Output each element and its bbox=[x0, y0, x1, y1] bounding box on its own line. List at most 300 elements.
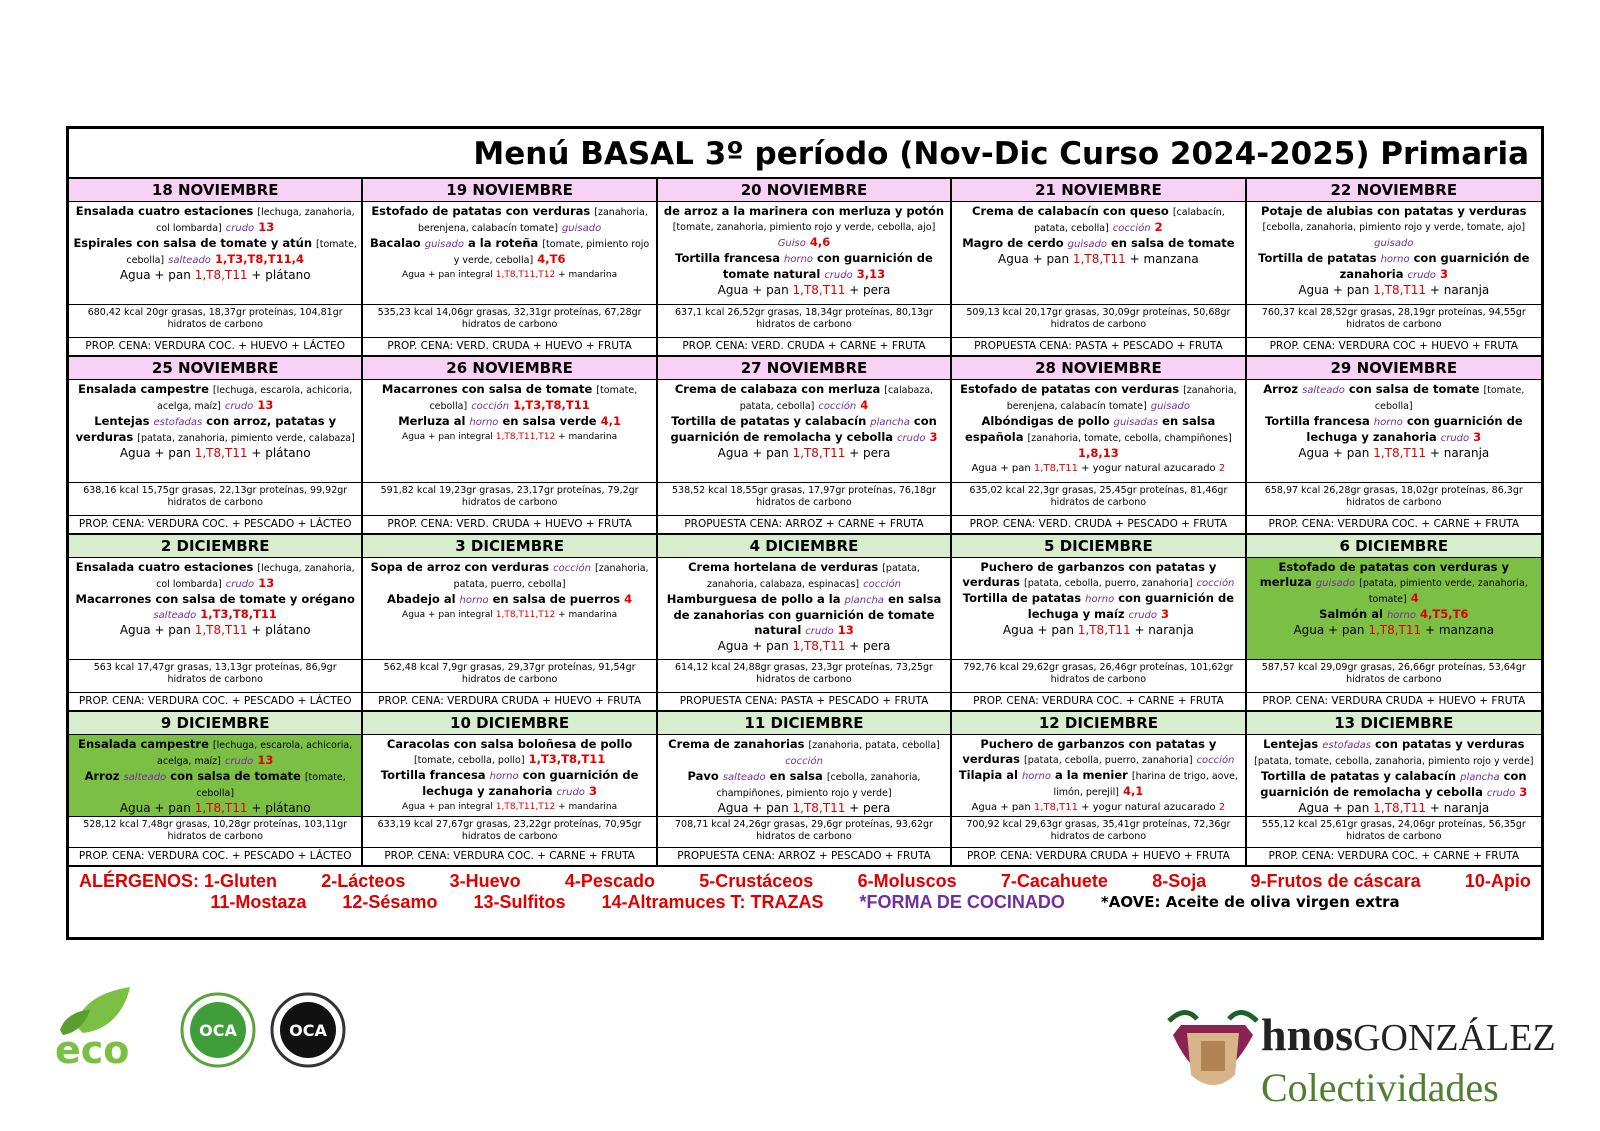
ingredients: [lechuga, escarola, achicoria, acelga, maíz] bbox=[157, 740, 353, 767]
side-dessert: + naranja bbox=[1429, 283, 1490, 297]
cooking-method: crudo bbox=[824, 270, 853, 281]
dish-name: con guarnición de tomate natural bbox=[722, 251, 933, 281]
allergen-item: 12-Sésamo bbox=[342, 892, 438, 912]
cooking-method: horno bbox=[489, 771, 519, 782]
day-date: 28 NOVIEMBRE bbox=[952, 357, 1244, 380]
dish-name: Ensalada cuatro estaciones bbox=[75, 560, 254, 574]
day-menu bbox=[1247, 202, 1541, 305]
side-base: Agua + pan bbox=[971, 802, 1031, 813]
dish-line bbox=[662, 592, 946, 639]
dish-name: Arroz bbox=[84, 769, 120, 783]
dish-line bbox=[662, 560, 946, 592]
side-allergens: 1,T8,T11 bbox=[1033, 802, 1078, 813]
cooking-method: guisado bbox=[1150, 401, 1191, 412]
dish-line bbox=[1251, 607, 1537, 623]
dinner-proposal: PROP. CENA: VERDURA CRUDA + HUEVO + FRUTA bbox=[378, 695, 642, 707]
cooking-method: estofadas bbox=[153, 417, 203, 428]
side-line bbox=[367, 608, 651, 623]
cooking-method: plancha bbox=[1460, 772, 1500, 783]
allergens: 1,8,13 bbox=[1078, 446, 1119, 460]
day-date: 25 NOVIEMBRE bbox=[69, 357, 361, 380]
dish-name: de arroz a la marinera con merluza y potón bbox=[663, 204, 945, 218]
dish-line bbox=[956, 737, 1240, 768]
side-allergens: 1,T8,T11 bbox=[1072, 252, 1126, 266]
day-cell bbox=[952, 179, 1246, 357]
side-base: Agua + pan integral bbox=[402, 270, 493, 280]
dish-name: Tortilla francesa bbox=[675, 251, 780, 265]
allergen-legend bbox=[69, 867, 1541, 917]
day-cell bbox=[69, 712, 363, 867]
side-line bbox=[73, 268, 357, 283]
dish-name: Tortilla de patatas y calabacín bbox=[1260, 769, 1457, 783]
side-line bbox=[73, 623, 357, 638]
dish-name: Espirales con salsa de tomate y atún bbox=[73, 236, 313, 250]
cooking-method: cocción bbox=[1196, 578, 1235, 589]
side-dessert: + plátano bbox=[251, 268, 311, 282]
cooking-method: cocción bbox=[863, 579, 901, 590]
nutrition-info: 792,76 kcal 29,62gr grasas, 26,46gr proteínas, 101,62gr hidratos de carbono bbox=[952, 660, 1244, 693]
dish-line bbox=[1251, 251, 1537, 283]
dinner-proposal: PROP. CENA: VERDURA COC. + HUEVO + LÁCTEO bbox=[85, 340, 346, 352]
dish-line bbox=[367, 236, 651, 268]
dish-line bbox=[662, 737, 946, 769]
side-base: Agua + pan bbox=[717, 446, 789, 460]
allergens: 4 bbox=[860, 398, 869, 412]
day-menu bbox=[658, 202, 950, 305]
day-menu bbox=[952, 202, 1244, 305]
dinner-proposal: PROPUESTA CENA: ARROZ + PESCADO + FRUTA bbox=[677, 850, 931, 862]
legend-line-2 bbox=[79, 892, 1531, 913]
allergens: 3 bbox=[1161, 607, 1170, 621]
dish-name: Lentejas bbox=[94, 414, 150, 428]
ingredients: [zanahoria, tomate, cebolla, champiñones] bbox=[1027, 433, 1232, 444]
side-dessert: + mandarina bbox=[558, 610, 618, 620]
ingredients: [tomate, cebolla] bbox=[429, 385, 638, 412]
day-cell bbox=[952, 357, 1246, 535]
dish-name: Salmón al bbox=[1319, 607, 1383, 621]
side-line bbox=[662, 283, 946, 298]
weeks-container bbox=[69, 179, 1541, 867]
dish-name: en salsa de puerros bbox=[492, 592, 621, 606]
cooking-method: crudo bbox=[1486, 788, 1516, 799]
dinner-proposal: PROP. CENA: VERDURA COC + HUEVO + FRUTA bbox=[1269, 340, 1518, 352]
side-line bbox=[662, 639, 946, 654]
dish-line bbox=[1251, 414, 1537, 446]
side-base: Agua + pan bbox=[1298, 801, 1370, 815]
side-dessert: + pera bbox=[849, 639, 891, 653]
day-menu bbox=[1247, 558, 1541, 660]
ingredients: [zanahoria, patata, puerro, cebolla] bbox=[453, 563, 649, 590]
dish-line bbox=[73, 737, 357, 769]
day-date: 5 DICIEMBRE bbox=[952, 535, 1244, 558]
aove-note: *AOVE: Aceite de oliva virgen extra bbox=[1100, 893, 1400, 911]
ingredients: [lechuga, zanahoria, col lombarda] bbox=[156, 207, 355, 234]
day-cell bbox=[658, 535, 952, 712]
dish-name: en salsa verde bbox=[502, 414, 597, 428]
day-menu bbox=[363, 735, 655, 817]
day-cell bbox=[363, 179, 657, 357]
dinner-proposal: PROPUESTA CENA: ARROZ + CARNE + FRUTA bbox=[684, 518, 924, 530]
dish-line bbox=[956, 768, 1240, 800]
nutrition-info: 658,97 kcal 26,28gr grasas, 18,02gr proteínas, 86,3gr hidratos de carbono bbox=[1247, 483, 1541, 516]
day-cell bbox=[1247, 535, 1541, 712]
day-cell bbox=[69, 179, 363, 357]
dish-name: Estofado de patatas con verduras bbox=[960, 382, 1180, 396]
day-cell bbox=[658, 712, 952, 867]
dish-line bbox=[367, 592, 651, 608]
dinner-proposal: PROPUESTA CENA: PASTA + PESCADO + FRUTA bbox=[679, 695, 929, 707]
dinner-proposal: PROP. CENA: VERDURA COC. + CARNE + FRUTA bbox=[1268, 850, 1520, 862]
cooking-method: plancha bbox=[870, 417, 910, 428]
day-menu bbox=[952, 558, 1244, 660]
ingredients: [zanahoria, patata, cebolla] bbox=[808, 740, 940, 751]
allergen-item: 3-Huevo bbox=[449, 871, 521, 891]
cooking-method: crudo bbox=[225, 223, 255, 234]
dinner-proposal: PROP. CENA: VERDURA COC. + CARNE + FRUTA bbox=[1268, 518, 1520, 530]
day-cell bbox=[69, 535, 363, 712]
dish-name: Albóndigas de pollo bbox=[981, 414, 1110, 428]
side-dessert: + manzana bbox=[1424, 623, 1495, 637]
day-menu bbox=[363, 558, 655, 660]
allergens: 13 bbox=[258, 576, 275, 590]
side-line bbox=[662, 801, 946, 816]
dish-line bbox=[73, 382, 357, 414]
dish-name: con salsa de tomate bbox=[170, 769, 301, 783]
dinner-proposal: PROP. CENA: VERD. CRUDA + HUEVO + FRUTA bbox=[387, 340, 632, 352]
day-cell bbox=[952, 535, 1246, 712]
week-row bbox=[69, 712, 1541, 867]
ingredients: [tomate, zanahoria, pimiento rojo y verde, cebolla, ajo] bbox=[672, 222, 936, 233]
side-allergens: 1,T8,T11 bbox=[194, 268, 248, 282]
side-base: Agua + pan bbox=[1002, 623, 1074, 637]
day-date: 26 NOVIEMBRE bbox=[363, 357, 655, 380]
oca-environment-seal-icon bbox=[182, 994, 254, 1066]
side-base: Agua + pan integral bbox=[402, 610, 493, 620]
dish-name: Tortilla de patatas bbox=[1258, 251, 1377, 265]
ingredients: [patata, pimiento verde, zanahoria, tomate] bbox=[1359, 578, 1528, 605]
dish-name: Macarrones con salsa de tomate y orégano bbox=[75, 592, 355, 606]
day-date: 27 NOVIEMBRE bbox=[658, 357, 950, 380]
side-dessert: + plátano bbox=[251, 446, 311, 460]
cooking-method: crudo bbox=[1407, 270, 1436, 281]
cooking-method: horno bbox=[784, 254, 814, 265]
dish-line bbox=[367, 382, 651, 414]
cooking-method: cocción bbox=[1196, 755, 1235, 766]
side-allergens: 1,T8,T11 bbox=[792, 639, 846, 653]
side-base: Agua + pan bbox=[998, 252, 1070, 266]
side-allergens: 1,T8,T11 bbox=[194, 801, 248, 815]
side-base: Agua + pan bbox=[1298, 283, 1370, 297]
ingredients: [zanahoria, berenjena, calabacín tomate] bbox=[417, 207, 648, 234]
cooking-method: salteado bbox=[168, 255, 211, 266]
allergens: 3 bbox=[1439, 267, 1448, 281]
allergens: 3 bbox=[1473, 430, 1482, 444]
nutrition-info: 633,19 kcal 27,67gr grasas, 23,22gr proteínas, 70,95gr hidratos de carbono bbox=[363, 817, 655, 848]
ingredients: [tomate, cebolla] bbox=[126, 239, 357, 266]
day-menu bbox=[363, 380, 655, 483]
day-date: 20 NOVIEMBRE bbox=[658, 179, 950, 202]
cooking-method: salteado bbox=[123, 772, 167, 783]
ingredients: [zanahoria, berenjena, calabacín tomate] bbox=[1006, 385, 1237, 412]
dish-name: Caracolas con salsa boloñesa de pollo bbox=[386, 737, 633, 751]
dish-name: Abadejo al bbox=[387, 592, 456, 606]
allergen-item: 6-Moluscos bbox=[857, 871, 957, 891]
dish-name: Crema de calabaza con merluza bbox=[674, 382, 881, 396]
dish-line bbox=[1251, 737, 1537, 769]
day-cell bbox=[952, 712, 1246, 867]
ingredients: [tomate, pimiento rojo y verde, cebolla] bbox=[453, 239, 650, 266]
company-logo bbox=[1165, 1005, 1585, 1110]
allergen-item: 2-Lácteos bbox=[321, 871, 406, 891]
cooking-method: guisado bbox=[1374, 238, 1414, 249]
dish-name: Pavo bbox=[687, 769, 719, 783]
allergen-item: 11-Mostaza bbox=[210, 892, 307, 912]
allergens: 4,T5,T6 bbox=[1419, 607, 1469, 621]
nutrition-info: 562,48 kcal 7,9gr grasas, 29,37gr proteínas, 91,54gr hidratos de carbono bbox=[363, 660, 655, 693]
cooking-method: cocción bbox=[471, 401, 510, 412]
day-menu bbox=[952, 380, 1244, 483]
day-cell bbox=[658, 357, 952, 535]
cooking-method: guisado bbox=[1067, 239, 1107, 250]
ingredients: [lechuga, escarola, achicoria, acelga, maíz] bbox=[157, 385, 353, 412]
oca-quality-seal-icon bbox=[272, 994, 344, 1066]
dish-name: Puchero de garbanzos con patatas y verduras bbox=[962, 737, 1217, 766]
day-date: 10 DICIEMBRE bbox=[363, 712, 655, 735]
dinner-proposal: PROP. CENA: VERDURA CRUDA + HUEVO + FRUTA bbox=[1262, 695, 1526, 707]
dish-name: Tortilla de patatas y calabacín bbox=[671, 414, 867, 428]
dish-name: con guarnición de lechuga y zanahoria bbox=[422, 768, 639, 798]
dish-line bbox=[73, 769, 357, 801]
day-date: 6 DICIEMBRE bbox=[1247, 535, 1541, 558]
dish-line bbox=[956, 204, 1240, 236]
side-allergens: 1,T8,T11 bbox=[1373, 801, 1427, 815]
side-base: Agua + pan bbox=[717, 639, 789, 653]
nutrition-info: 535,23 kcal 14,06gr grasas, 32,31gr proteínas, 67,28gr hidratos de carbono bbox=[363, 305, 655, 338]
dish-name: Hamburguesa de pollo a la bbox=[666, 592, 841, 606]
ingredients: [tomate, cebolla] bbox=[196, 772, 346, 799]
side-base: Agua + pan bbox=[119, 268, 191, 282]
day-date: 2 DICIEMBRE bbox=[69, 535, 361, 558]
cooking-method: cocción bbox=[785, 756, 823, 767]
cooking-method: crudo bbox=[225, 579, 255, 590]
day-menu bbox=[69, 380, 361, 483]
dish-line bbox=[73, 204, 357, 236]
dish-name: Ensalada cuatro estaciones bbox=[75, 204, 254, 218]
nutrition-info: 680,42 kcal 20gr grasas, 18,37gr proteínas, 104,81gr hidratos de carbono bbox=[69, 305, 361, 338]
side-line bbox=[367, 268, 651, 283]
dish-line bbox=[956, 591, 1240, 623]
dinner-proposal: PROP. CENA: VERD. CRUDA + PESCADO + FRUTA bbox=[969, 518, 1228, 530]
cooking-method: crudo bbox=[1440, 433, 1470, 444]
cooking-method: salteado bbox=[1302, 385, 1345, 396]
dish-name: en salsa española bbox=[965, 414, 1216, 444]
day-menu bbox=[363, 202, 655, 305]
brand-name bbox=[1261, 1009, 1556, 1060]
nutrition-info: 591,82 kcal 19,23gr grasas, 23,17gr proteínas, 79,2gr hidratos de carbono bbox=[363, 483, 655, 516]
cooking-method: cocción bbox=[553, 563, 591, 574]
cooking-method: crudo bbox=[897, 433, 926, 444]
day-date: 29 NOVIEMBRE bbox=[1247, 357, 1541, 380]
allergen-item: 5-Crustáceos bbox=[699, 871, 814, 891]
dish-name: Crema de calabacín con queso bbox=[972, 204, 1169, 218]
allergen-item: 13-Sulfitos bbox=[473, 892, 566, 912]
dish-name: Ensalada campestre bbox=[78, 737, 209, 751]
nutrition-info: 555,12 kcal 25,61gr grasas, 24,06gr proteínas, 56,35gr hidratos de carbono bbox=[1247, 817, 1541, 848]
ingredients: [patata, cebolla, puerro, zanahoria] bbox=[1024, 755, 1193, 766]
dish-line bbox=[1251, 560, 1537, 607]
dinner-proposal: PROP. CENA: VERDURA COC. + PESCADO + LÁCTEO bbox=[78, 695, 352, 707]
dish-name: Sopa de arroz con verduras bbox=[370, 560, 550, 574]
dish-line bbox=[367, 768, 651, 800]
day-menu bbox=[658, 735, 950, 817]
dish-name: a la roteña bbox=[468, 236, 539, 250]
side-dessert: + plátano bbox=[251, 623, 311, 637]
allergen-item: 7-Cacahuete bbox=[1000, 871, 1108, 891]
nutrition-info: 528,12 kcal 7,48gr grasas, 10,28gr proteínas, 103,11gr hidratos de carbono bbox=[69, 817, 361, 848]
dish-name: a la menier bbox=[1054, 768, 1128, 782]
side-dessert: + naranja bbox=[1429, 446, 1490, 460]
dish-name: Lentejas bbox=[1263, 737, 1319, 751]
dish-name: Crema de zanahorias bbox=[668, 737, 805, 751]
cooking-method-note: *FORMA DE COCINADO bbox=[859, 892, 1065, 912]
dish-name: Macarrones con salsa de tomate bbox=[381, 382, 593, 396]
cooking-method: horno bbox=[1380, 254, 1410, 265]
side-line bbox=[662, 446, 946, 461]
ingredients: [patata, tomate, cebolla, zanahoria, pimiento rojo y verde] bbox=[1254, 756, 1534, 767]
side-dessert: + mandarina bbox=[558, 432, 618, 442]
dish-line bbox=[662, 251, 946, 283]
side-line bbox=[956, 252, 1240, 267]
dinner-proposal: PROP. CENA: VERDURA COC. + CARNE + FRUTA bbox=[973, 695, 1224, 707]
dish-line bbox=[662, 204, 946, 251]
dish-line bbox=[73, 560, 357, 592]
castle-shield-icon bbox=[1169, 1012, 1257, 1085]
side-base: Agua + pan bbox=[971, 463, 1031, 474]
side-line bbox=[73, 801, 357, 816]
dish-line bbox=[367, 737, 651, 768]
nutrition-info: 637,1 kcal 26,52gr grasas, 18,34gr proteínas, 80,13gr hidratos de carbono bbox=[658, 305, 950, 338]
day-menu bbox=[658, 380, 950, 483]
nutrition-info: 760,37 kcal 28,52gr grasas, 28,19gr proteínas, 94,55gr hidratos de carbono bbox=[1247, 305, 1541, 338]
cooking-method: salteado bbox=[153, 610, 197, 621]
day-date: 19 NOVIEMBRE bbox=[363, 179, 655, 202]
dish-line bbox=[1251, 382, 1537, 414]
cooking-method: guisado bbox=[424, 239, 464, 250]
side-dessert: + pera bbox=[849, 446, 891, 460]
oca-seal-1-text: OCA bbox=[199, 1021, 237, 1040]
side-allergens: 1,T8,T11 bbox=[792, 446, 846, 460]
dish-line bbox=[662, 382, 946, 414]
allergens: 13 bbox=[257, 753, 274, 767]
nutrition-info: 587,57 kcal 29,09gr grasas, 26,66gr proteínas, 53,64gr hidratos de carbono bbox=[1247, 660, 1541, 693]
dish-name: Tortilla francesa bbox=[1264, 414, 1370, 428]
side-line bbox=[956, 461, 1240, 476]
allergens: 13 bbox=[837, 623, 854, 637]
ingredients: [calabaza, patata, cebolla] bbox=[739, 385, 934, 412]
ingredients: [harina de trigo, aove, limón, perejil] bbox=[1053, 771, 1238, 798]
dinner-proposal: PROP. CENA: VERDURA COC. + PESCADO + LÁCTEO bbox=[78, 850, 352, 862]
day-date: 18 NOVIEMBRE bbox=[69, 179, 361, 202]
allergens: 3,13 bbox=[856, 267, 886, 281]
dish-name: con guarnición de lechuga y zanahoria bbox=[1306, 414, 1523, 444]
nutrition-info: 563 kcal 17,47gr grasas, 13,13gr proteínas, 86,9gr hidratos de carbono bbox=[69, 660, 361, 693]
side-base: Agua + pan bbox=[1293, 623, 1365, 637]
ingredients: [patata, cebolla, puerro, zanahoria] bbox=[1024, 578, 1193, 589]
cooking-method: crudo bbox=[224, 401, 254, 412]
side-base: Agua + pan integral bbox=[402, 432, 493, 442]
side-allergens: 1,T8,T11 bbox=[792, 283, 846, 297]
dish-name: Potaje de alubias con patatas y verduras bbox=[1261, 204, 1527, 218]
cooking-method: plancha bbox=[844, 595, 885, 606]
day-cell bbox=[363, 357, 657, 535]
cooking-method: guisadas bbox=[1113, 417, 1159, 428]
ingredients: [patata, zanahoria, pimiento verde, calabaza] bbox=[137, 433, 355, 444]
side-allergens: 1,T8,T11 bbox=[792, 801, 846, 815]
cooking-method: cocción bbox=[1112, 223, 1151, 234]
dish-name: Estofado de patatas con verduras bbox=[371, 204, 591, 218]
side-base: Agua + pan bbox=[119, 623, 191, 637]
allergen-item: ALÉRGENOS: 1-Gluten bbox=[79, 871, 278, 891]
side-allergens: 1,T8,T11,T12 bbox=[495, 802, 556, 812]
cooking-method: guisado bbox=[561, 223, 602, 234]
allergens: 4,1 bbox=[1122, 784, 1144, 798]
menu-table bbox=[66, 126, 1544, 940]
cooking-method: horno bbox=[469, 417, 499, 428]
dish-name: en salsa de tomate bbox=[1110, 236, 1235, 250]
allergens: 4,T6 bbox=[537, 252, 566, 266]
side-base: Agua + pan bbox=[717, 801, 789, 815]
dish-line bbox=[956, 414, 1240, 461]
week-row bbox=[69, 535, 1541, 712]
side-allergens: 1,T8,T11 bbox=[1368, 623, 1422, 637]
allergens: 3 bbox=[588, 784, 597, 798]
dish-name: Ensalada campestre bbox=[78, 382, 209, 396]
day-date: 11 DICIEMBRE bbox=[658, 712, 950, 735]
dish-name: con patatas y verduras bbox=[1375, 737, 1525, 751]
allergen-item: 10-Apio bbox=[1464, 871, 1531, 891]
dish-name: Tortilla de patatas bbox=[962, 591, 1082, 605]
dinner-proposal: PROPUESTA CENA: PASTA + PESCADO + FRUTA bbox=[974, 340, 1223, 352]
dish-name: Arroz bbox=[1263, 382, 1299, 396]
side-line bbox=[1251, 446, 1537, 461]
side-dessert: + pera bbox=[849, 283, 891, 297]
side-line bbox=[367, 800, 651, 815]
day-menu bbox=[1247, 380, 1541, 483]
day-cell bbox=[1247, 179, 1541, 357]
dish-name: Merluza al bbox=[398, 414, 466, 428]
dinner-proposal: PROP. CENA: VERDURA CRUDA + HUEVO + FRUTA bbox=[966, 850, 1230, 862]
side-dessert: + mandarina bbox=[558, 270, 618, 280]
dish-name: Estofado de patatas con verduras y merluza bbox=[1259, 560, 1510, 589]
side-dessert: + manzana bbox=[1129, 252, 1199, 266]
day-date: 9 DICIEMBRE bbox=[69, 712, 361, 735]
brand-name-gonzalez: GONZÁLEZ bbox=[1353, 1017, 1556, 1059]
side-line bbox=[956, 623, 1240, 638]
day-menu bbox=[69, 202, 361, 305]
side-allergens: 1,T8,T11 bbox=[1077, 623, 1131, 637]
side-allergens: 1,T8,T11,T12 bbox=[495, 432, 556, 442]
brand-name-hnos: hnos bbox=[1261, 1009, 1354, 1060]
cooking-method: guisado bbox=[1315, 578, 1356, 589]
allergens: 1,T3,T8,T11 bbox=[200, 607, 277, 621]
dish-name: en salsa bbox=[769, 769, 823, 783]
day-date: 4 DICIEMBRE bbox=[658, 535, 950, 558]
side-line bbox=[1251, 623, 1537, 638]
day-cell bbox=[363, 712, 657, 867]
side-allergens: 1,T8,T11 bbox=[194, 623, 248, 637]
dish-line bbox=[1251, 204, 1537, 251]
dish-line bbox=[73, 592, 357, 623]
